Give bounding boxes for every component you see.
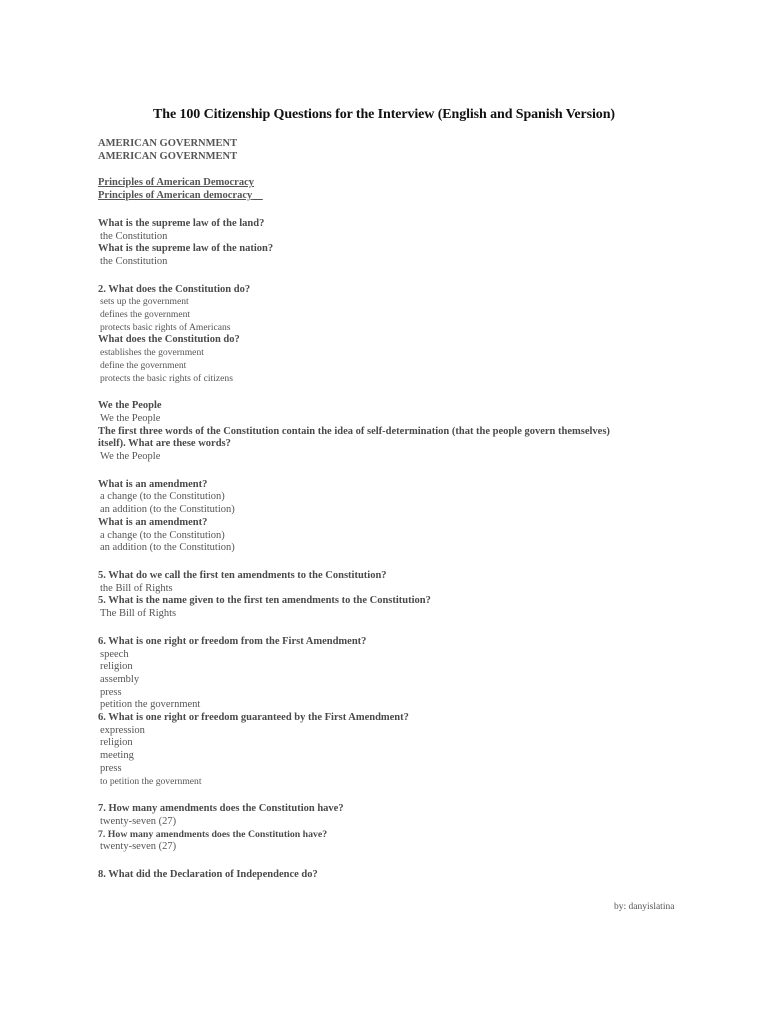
question-en: 2. What does the Constitution do? <box>98 283 251 295</box>
answer-es: establishes the government <box>100 347 204 359</box>
page-title: The 100 Citizenship Questions for the Interview (English and Spanish Version) <box>153 107 615 122</box>
answer-es: an addition (to the Constitution) <box>100 542 235 554</box>
answer-en: protects basic rights of Americans <box>100 321 231 333</box>
question-es: 5. What is the name given to the first ten amendments to the Constitution? <box>98 595 431 607</box>
answer-en: assembly <box>100 673 140 685</box>
answer-en: We the People <box>100 412 161 424</box>
answer-es: The Bill of Rights <box>100 608 177 620</box>
answer-es: define the government <box>100 359 187 371</box>
answer-en: the Constitution <box>100 230 168 242</box>
answer-en: defines the government <box>100 309 191 321</box>
question-es: 7. How many amendments does the Constitution have? <box>98 828 328 840</box>
answer-en: religion <box>100 661 133 673</box>
question-en: We the People <box>98 400 162 412</box>
answer-en: petition the government <box>100 699 201 711</box>
answer-es: meeting <box>100 750 134 762</box>
question-es: The first three words of the Constitution contain the idea of self-determination (that the people govern themselves) <box>98 425 610 437</box>
answer-es: religion <box>100 737 133 749</box>
answer-es: We the People <box>100 451 161 463</box>
question-en: 5. What do we call the first ten amendments to the Constitution? <box>98 569 387 581</box>
question-es: What does the Constitution do? <box>98 334 240 346</box>
answer-en: speech <box>100 648 129 660</box>
subsection-heading-en: Principles of American Democracy <box>98 177 254 189</box>
answer-es: press <box>100 762 122 774</box>
section-heading-es: AMERICAN GOVERNMENT <box>98 150 238 162</box>
question-en: 6. What is one right or freedom from the First Amendment? <box>98 635 367 647</box>
question-es-continued: itself). What are these words? <box>98 438 231 450</box>
subsection-heading-es: Principles of American democracy <box>98 190 253 202</box>
answer-es: a change (to the Constitution) <box>100 529 225 541</box>
answer-en: a change (to the Constitution) <box>100 491 225 503</box>
answer-es: expression <box>100 724 145 736</box>
answer-en: an addition (to the Constitution) <box>100 504 235 516</box>
author-credit: by: danyislatina <box>614 902 675 912</box>
question-en: 7. How many amendments does the Constitution have? <box>98 803 344 815</box>
question-en: What is the supreme law of the land? <box>98 217 265 229</box>
answer-es: the Constitution <box>100 255 168 267</box>
question-es: What is an amendment? <box>98 516 208 528</box>
question-es: What is the supreme law of the nation? <box>98 243 274 255</box>
answer-es: twenty-seven (27) <box>100 841 177 853</box>
question-es: 6. What is one right or freedom guaranteed by the First Amendment? <box>98 712 409 724</box>
answer-en: sets up the government <box>100 296 189 308</box>
answer-en: twenty-seven (27) <box>100 815 177 827</box>
document-body <box>98 138 698 882</box>
section-heading-en: AMERICAN GOVERNMENT <box>98 138 238 149</box>
question-en: 8. What did the Declaration of Independence do? <box>98 869 318 881</box>
question-en: What is an amendment? <box>98 478 208 490</box>
answer-en: press <box>100 686 122 698</box>
answer-en: the Bill of Rights <box>100 582 173 594</box>
answer-es: to petition the government <box>100 775 202 787</box>
answer-es: protects the basic rights of citizens <box>100 372 233 384</box>
